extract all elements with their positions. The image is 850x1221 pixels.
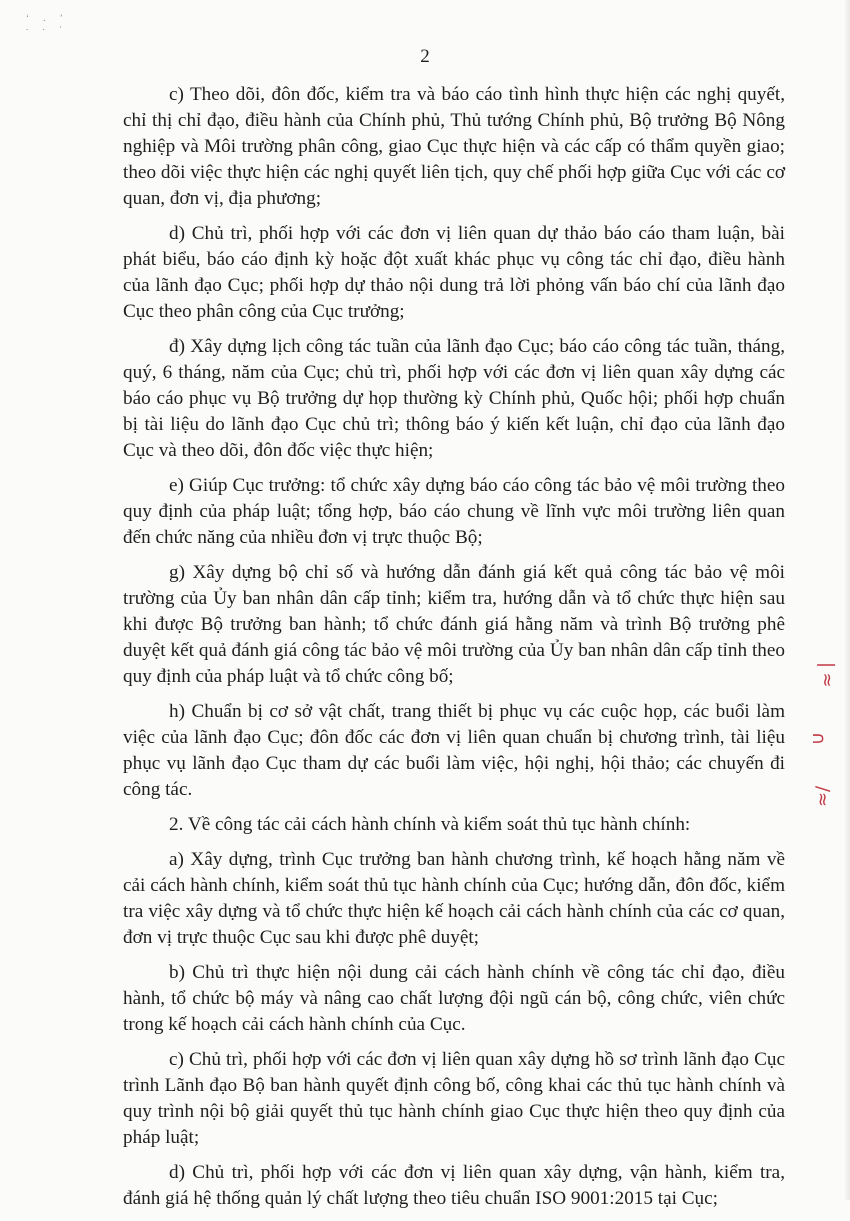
paragraph-g-index-evaluation: g) Xây dựng bộ chỉ số và hướng dẫn đánh giá kết quả công tác bảo vệ môi trường của Ủy ban nhân dân cấp tỉnh; kiểm tra, hướng dẫn và tổ chức thực hiện sau khi được Bộ trưởng ban hành; tổ chức đánh giá hằng năm và trình Bộ trưởng phê duyệt kết quả đánh giá công tác bảo vệ môi trường của Ủy ban nhân dân cấp tỉnh theo quy định của pháp luật và tổ chức công bố; [123,562,785,687]
scan-edge-shadow [844,0,850,1200]
scan-speck-marks: ‘ . ’ . . · [26,13,69,32]
margin-stamp-mark-bottom: ∕≈ [812,785,834,808]
paragraph-dd-weekly-schedule: đ) Xây dựng lịch công tác tuần của lãnh đạo Cục; báo cáo công tác tuần, tháng, quý, 6 tháng, năm của Cục; chủ trì, phối hợp với các đơn vị liên quan xây dựng các báo cáo phục vụ Bộ trưởng dự họp thường kỳ Chính phủ, Quốc hội; phối hợp chuẩn bị tài liệu do lãnh đạo Cục chủ trì; thông báo ý kiến kết luận, chỉ đạo của lãnh đạo Cục và theo dõi, đôn đốc việc thực hiện; [123,336,785,461]
paragraph-c-procedures: c) Chủ trì, phối hợp với các đơn vị liên quan xây dựng hồ sơ trình lãnh đạo Cục trình Lãnh đạo Bộ ban hành quyết định công bố, công khai các thủ tục hành chính và quy trình nội bộ giải quyết thủ tục hành chính giao Cục thực hiện theo quy định của pháp luật; [123,1049,785,1148]
section-heading-administrative-reform: 2. Về công tác cải cách hành chính và kiểm soát thủ tục hành chính: [169,814,691,835]
margin-stamp-mark-top: ❘≈ [816,657,838,688]
paragraph-h-logistics: h) Chuẩn bị cơ sở vật chất, trang thiết bị phục vụ các cuộc họp, các buổi làm việc của lãnh đạo Cục; đôn đốc các đơn vị liên quan chuẩn bị chương trình, tài liệu phục vụ lãnh đạo Cục tham dự các buổi làm việc, hội nghị, hội thảo; các chuyến đi công tác. [123,701,785,800]
paragraph-a-reform-plan: a) Xây dựng, trình Cục trưởng ban hành chương trình, kế hoạch hằng năm về cải cách hành chính, kiểm soát thủ tục hành chính của Cục; hướng dẫn, đôn đốc, kiểm tra việc xây dựng và tổ chức thực hiện kế hoạch cải cách hành chính của các cơ quan, đơn vị trực thuộc Cục sau khi được phê duyệt; [123,849,785,948]
paragraph-e-director-assistance: e) Giúp Cục trưởng: tổ chức xây dựng báo cáo công tác bảo vệ môi trường theo quy định của pháp luật; tổng hợp, báo cáo chung về lĩnh vực môi trường liên quan đến chức năng của nhiều đơn vị trực thuộc Bộ; [123,475,785,548]
document-body [123,82,785,1221]
paragraph-b-reform-content: b) Chủ trì thực hiện nội dung cải cách hành chính về công tác chỉ đạo, điều hành, tổ chức bộ máy và nâng cao chất lượng đội ngũ cán bộ, công chức, viên chức trong kế hoạch cải cách hành chính của Cục. [123,962,785,1035]
page-number: 2 [420,46,430,67]
margin-stamp-mark-middle: ∩ [808,731,830,746]
paragraph-d-drafting-reports: d) Chủ trì, phối hợp với các đơn vị liên quan dự thảo báo cáo tham luận, bài phát biểu, báo cáo định kỳ hoặc đột xuất khác phục vụ công tác chỉ đạo, điều hành của lãnh đạo Cục; phối hợp dự thảo nội dung trả lời phỏng vấn báo chí của lãnh đạo Cục theo phân công của Cục trưởng; [123,223,785,322]
paragraph-d-iso-system: d) Chủ trì, phối hợp với các đơn vị liên quan xây dựng, vận hành, kiểm tra, đánh giá hệ thống quản lý chất lượng theo tiêu chuẩn ISO 9001:2015 tại Cục; [123,1162,785,1209]
paragraph-c-monitoring: c) Theo dõi, đôn đốc, kiểm tra và báo cáo tình hình thực hiện các nghị quyết, chỉ thị chỉ đạo, điều hành của Chính phủ, Thủ tướng Chính phủ, Bộ trưởng Bộ Nông nghiệp và Môi trường phân công, giao Cục thực hiện và các cấp có thẩm quyền giao; theo dõi việc thực hiện các nghị quyết liên tịch, quy chế phối hợp giữa Cục với các cơ quan, đơn vị, địa phương; [123,84,785,209]
